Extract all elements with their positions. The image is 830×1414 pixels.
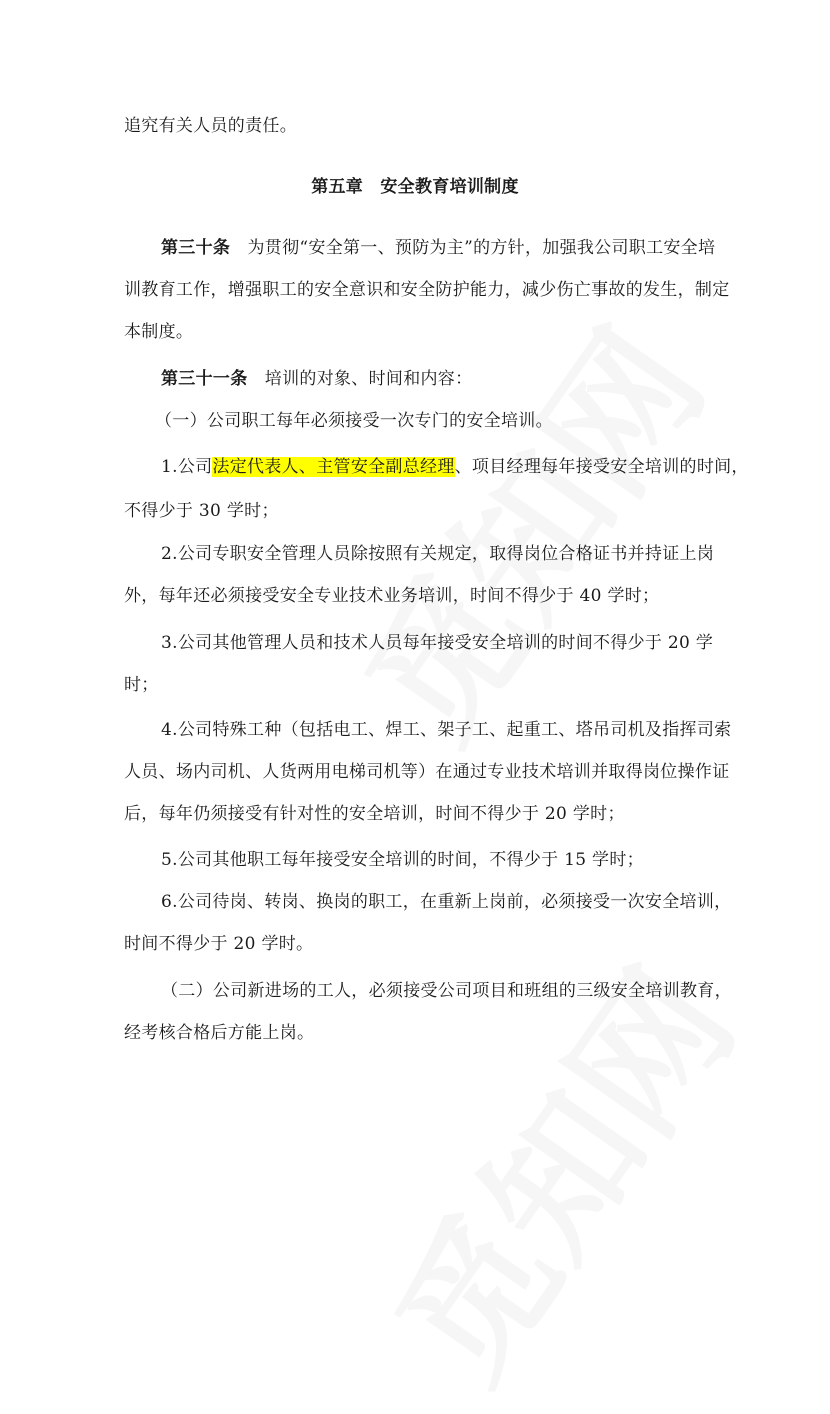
highlighted-text: 法定代表人、主管安全副总经理 [212,457,455,477]
paragraph-line: 人员、场内司机、人货两用电梯司机等）在通过专业技术培训并取得岗位操作证 [124,762,730,782]
item-6-line: 6.公司待岗、转岗、换岗的职工，在重新上岗前，必须接受一次安全培训， [161,892,732,912]
paragraph-line: 追究有关人员的责任。 [124,116,297,136]
item-4-line: 4.公司特殊工种（包括电工、焊工、架子工、起重工、塔吊司机及指挥司索 [161,720,732,740]
watermark-text [307,282,742,775]
article-31-line [161,367,751,391]
item-3-line: 3.公司其他管理人员和技术人员每年接受安全培训的时间不得少于 20 学 [161,633,714,653]
paragraph-line: 本制度。 [124,322,194,342]
section-1-line: （一）公司职工每年必须接受一次专门的安全培训。 [155,411,553,431]
paragraph-line: 时间不得少于 20 学时。 [124,934,314,954]
item-5-line: 5.公司其他职工每年接受安全培训的时间，不得少于 15 学时； [161,850,644,870]
article-30-label: 第三十条 [161,238,231,258]
paragraph-line: 训教育工作，增强职工的安全意识和安全防护能力，减少伤亡事故的发生，制定 [124,280,730,300]
item-1-prefix: 1.公司 [161,457,213,477]
item-1-suffix: 、项目经理每年接受安全培训的时间， [454,457,749,477]
article-30-line [161,236,751,260]
paragraph-line: 经考核合格后方能上岗。 [124,1023,315,1043]
item-1-line [161,455,751,479]
paragraph-line: 后，每年仍须接受有针对性的安全培训，时间不得少于 20 学时； [124,804,625,824]
article-31-label: 第三十一条 [161,369,248,389]
section-2-line: （二）公司新进场的工人，必须接受公司项目和班组的三级安全培训教育， [161,981,732,1001]
paragraph-line: 外，每年还必须接受安全专业技术业务培训，时间不得少于 40 学时； [124,586,660,606]
chapter-heading: 第五章 安全教育培训制度 [311,177,519,197]
item-2-line: 2.公司专职安全管理人员除按照有关规定，取得岗位合格证书并持证上岗 [161,544,715,564]
paragraph-line: 不得少于 30 学时； [124,501,279,521]
paragraph-line: 时； [124,675,159,695]
article-31-text: 培训的对象、时间和内容： [247,369,473,389]
article-30-text: 为贯彻“安全第一、预防为主”的方针，加强我公司职工安全培 [230,238,716,258]
